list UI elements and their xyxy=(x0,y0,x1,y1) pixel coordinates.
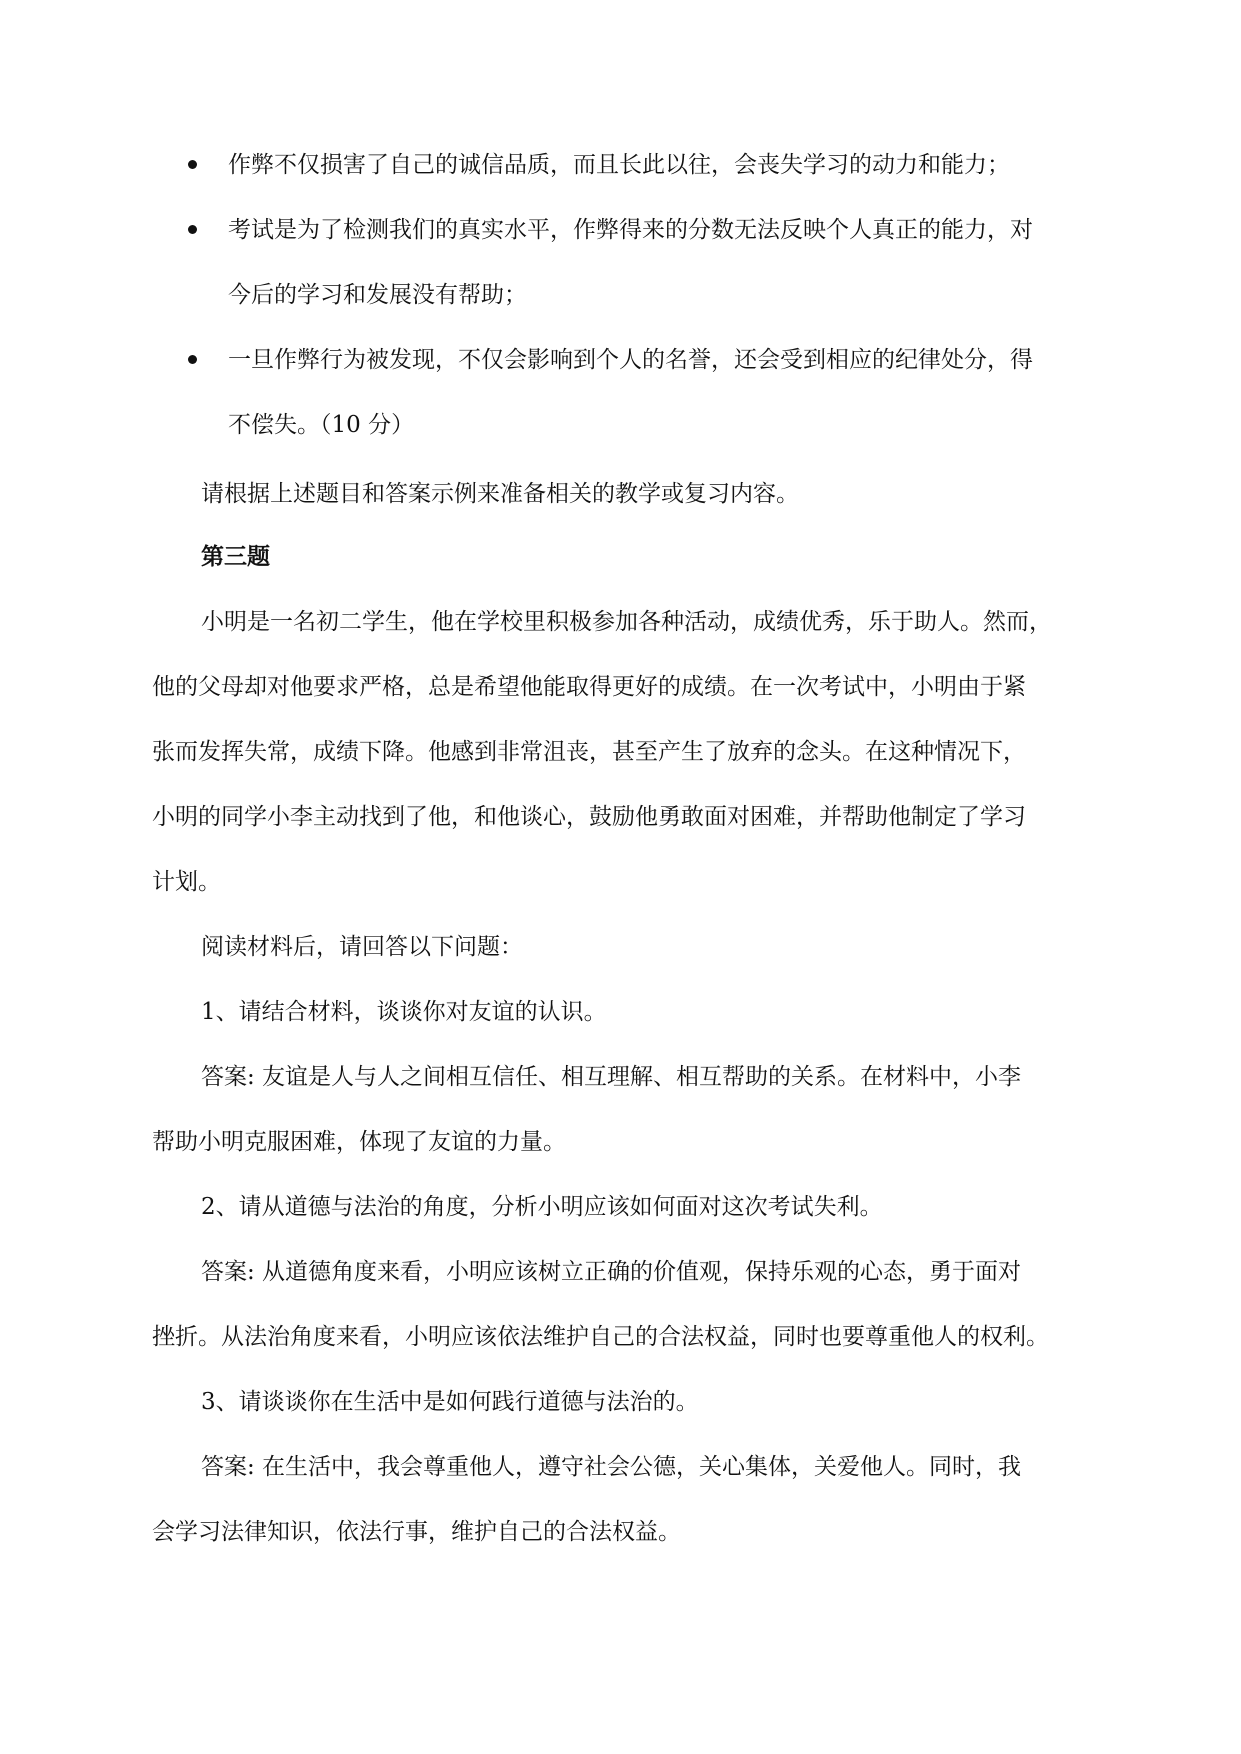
answer-2-line: 挫折。从法治角度来看，小明应该依法维护自己的合法权益，同时也要尊重他人的权利。 xyxy=(152,1324,1049,1350)
bullet-text: 一旦作弊行为被发现，不仅会影响到个人的名誉，还会受到相应的纪律处分，得 xyxy=(228,347,1033,373)
bullet-dot-icon xyxy=(188,160,197,169)
section-title: 第三题 xyxy=(201,543,270,570)
instruction-text: 阅读材料后，请回答以下问题： xyxy=(201,934,523,960)
material-line: 小明是一名初二学生，他在学校里积极参加各种活动，成绩优秀，乐于助人。然而， xyxy=(201,609,1052,635)
answer-1-line: 帮助小明克服困难，体现了友谊的力量。 xyxy=(152,1129,566,1155)
question-3: 3、请谈谈你在生活中是如何践行道德与法治的。 xyxy=(201,1389,699,1415)
question-1: 1、请结合材料，谈谈你对友谊的认识。 xyxy=(201,999,607,1025)
answer-3-line: 答案: 在生活中，我会尊重他人，遵守社会公德，关心集体，关爱他人。同时，我 xyxy=(201,1454,1022,1480)
answer-3-line: 会学习法律知识，依法行事，维护自己的合法权益。 xyxy=(152,1519,681,1545)
question-2: 2、请从道德与法治的角度，分析小明应该如何面对这次考试失利。 xyxy=(201,1194,883,1220)
answer-1-line: 答案: 友谊是人与人之间相互信任、相互理解、相互帮助的关系。在材料中，小李 xyxy=(201,1064,1022,1090)
bullet-dot-icon xyxy=(188,355,197,364)
answer-2-line: 答案: 从道德角度来看，小明应该树立正确的价值观，保持乐观的心态，勇于面对 xyxy=(201,1259,1022,1285)
material-line: 他的父母却对他要求严格，总是希望他能取得更好的成绩。在一次考试中，小明由于紧 xyxy=(152,674,1026,700)
bullet-dot-icon xyxy=(188,225,197,234)
material-line: 张而发挥失常，成绩下降。他感到非常沮丧，甚至产生了放弃的念头。在这种情况下， xyxy=(152,739,1026,765)
bullet-text-continuation: 今后的学习和发展没有帮助； xyxy=(228,282,527,308)
material-line: 计划。 xyxy=(152,869,221,895)
bullet-text: 考试是为了检测我们的真实水平，作弊得来的分数无法反映个人真正的能力，对 xyxy=(228,217,1033,243)
bullet-text: 作弊不仅损害了自己的诚信品质，而且长此以往，会丧失学习的动力和能力； xyxy=(228,152,1010,178)
material-line: 小明的同学小李主动找到了他，和他谈心，鼓励他勇敢面对困难，并帮助他制定了学习 xyxy=(152,804,1026,830)
bullet-text-continuation: 不偿失。（10 分） xyxy=(228,412,415,438)
prep-note: 请根据上述题目和答案示例来准备相关的教学或复习内容。 xyxy=(201,481,799,507)
